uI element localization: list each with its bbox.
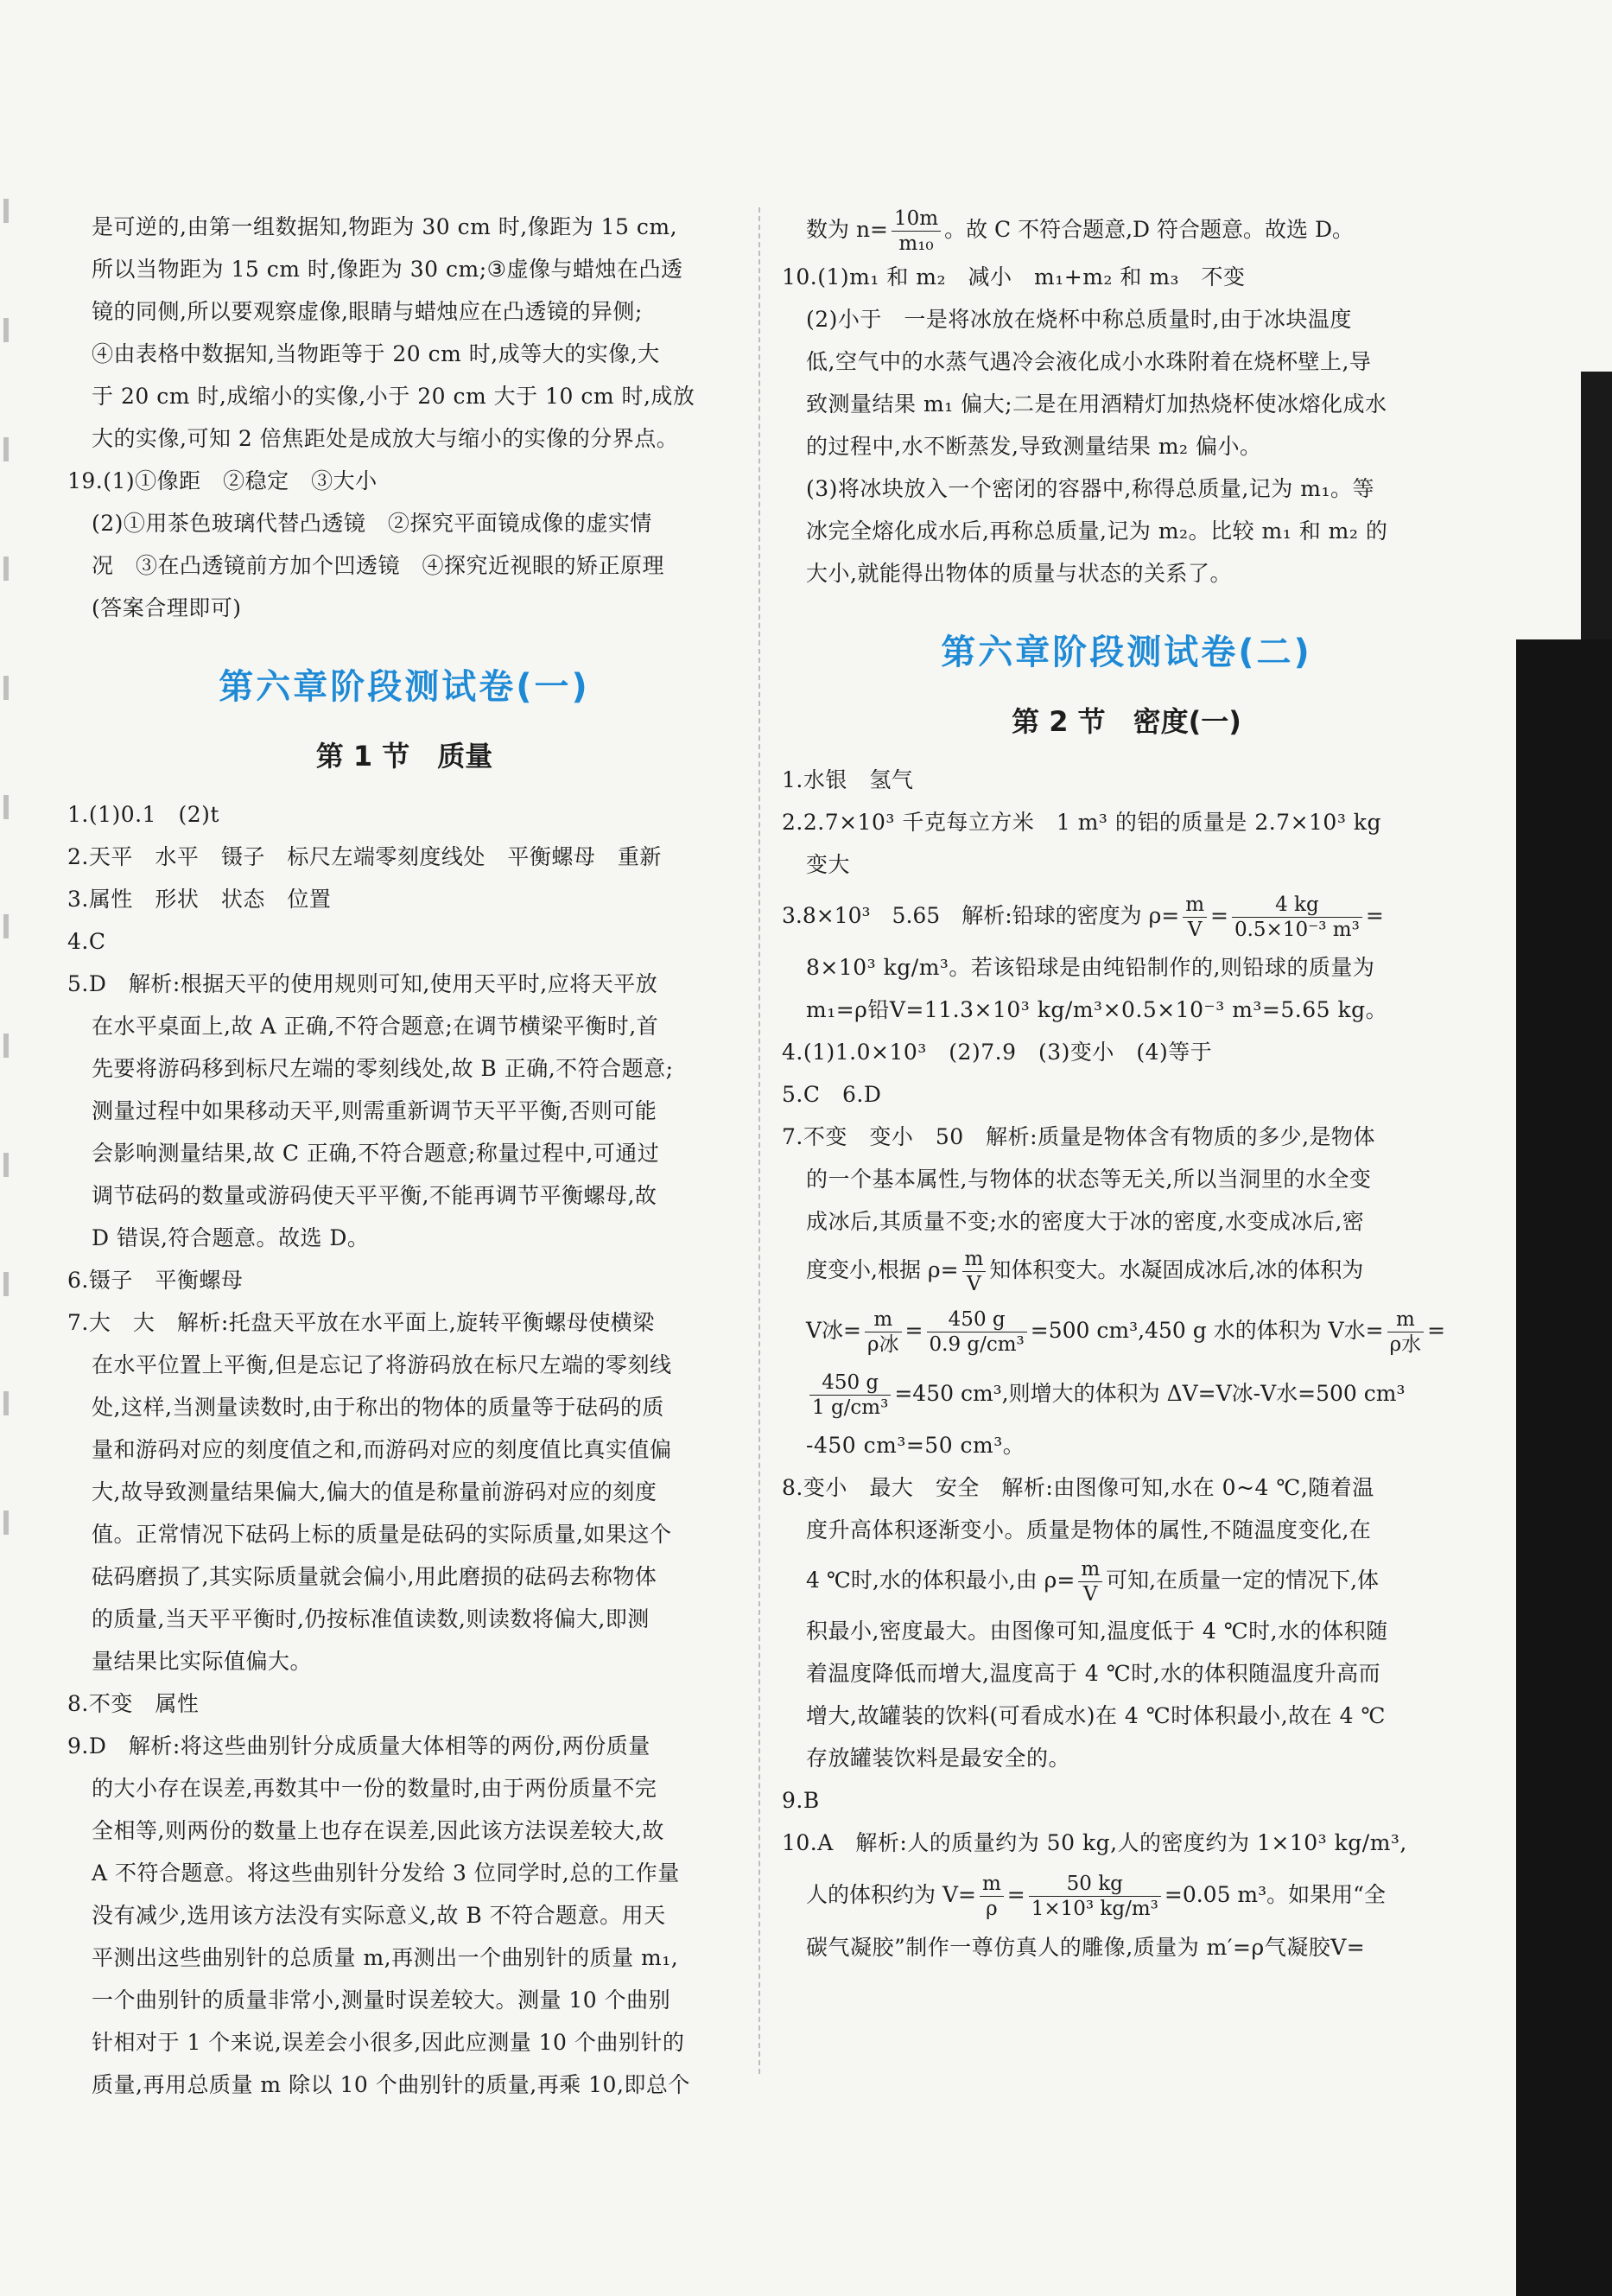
formula-prefix: 人的体积约为 V= — [806, 1882, 976, 1907]
text-line: 大小,就能得出物体的质量与状态的关系了。 — [806, 561, 1232, 586]
fraction — [962, 1247, 987, 1296]
right-column — [782, 206, 1471, 1968]
text-line: 一个曲别针的质量非常小,测量时误差较大。测量 10 个曲别 — [92, 1988, 671, 2013]
text-line: D 错误,符合题意。故选 D。 — [92, 1225, 370, 1250]
fraction-numerator: 50 kg — [1029, 1872, 1161, 1897]
text-line: 在水平桌面上,故 A 正确,不符合题意;在调节横梁平衡时,首 — [92, 1014, 659, 1039]
answer-5-6: 5.C 6.D — [782, 1082, 882, 1107]
text-line: 砝码磨损了,其实际质量就会偏小,用此磨损的砝码去称物体 — [92, 1564, 657, 1589]
answer-5: 5.D 解析:根据天平的使用规则可知,使用天平时,应将天平放 — [67, 971, 658, 996]
text-line: 调节砝码的数量或游码使天平平衡,不能再调节平衡螺母,故 — [92, 1183, 657, 1208]
scan-shadow-top — [1581, 372, 1612, 648]
text-line: 没有减少,选用该方法没有实际意义,故 B 不符合题意。用天 — [92, 1903, 666, 1928]
formula-equals: = — [1006, 1882, 1025, 1907]
fraction-numerator: m — [1078, 1557, 1102, 1582]
text-line: 碳气凝胶”制作一尊仿真人的雕像,质量为 m′=ρ气凝胶V= — [806, 1935, 1366, 1960]
formula-suffix: 。故 C 不符合题意,D 符合题意。故选 D。 — [944, 217, 1355, 242]
formula-prefix: 3.8×10³ 5.65 解析:铅球的密度为 ρ= — [782, 903, 1180, 928]
fraction — [927, 1307, 1027, 1357]
answer-1: 1.水银 氢气 — [782, 767, 914, 792]
formula-prefix: 数为 n= — [806, 217, 888, 242]
section-title: 第 1 节 质量 — [315, 740, 493, 773]
text-line: 的大小存在误差,再数其中一份的数量时,由于两份质量不完 — [92, 1776, 657, 1801]
chapter-title: 第六章阶段测试卷(一) — [219, 667, 590, 707]
fraction-numerator: 10m — [892, 207, 941, 232]
text-line: m₁=ρ铅V=11.3×10³ kg/m³×0.5×10⁻³ m³=5.65 kg。 — [806, 997, 1388, 1022]
text-line: 的一个基本属性,与物体的状态等无关,所以当洞里的水全变 — [806, 1167, 1372, 1192]
fraction-denominator: 1 g/cm³ — [812, 1396, 889, 1419]
fraction-denominator: ρ水 — [1389, 1333, 1422, 1356]
text-line: (2)①用茶色玻璃代替凸透镜 ②探究平面镜成像的虚实情 — [92, 511, 652, 536]
fraction-denominator: V — [1082, 1583, 1098, 1606]
answer-8: 8.不变 属性 — [67, 1691, 200, 1716]
fraction-numerator: 450 g — [809, 1371, 891, 1396]
formula-suffix: =500 cm³,450 g 水的体积为 V水= — [1030, 1318, 1384, 1343]
text-line: -450 cm³=50 cm³。 — [806, 1433, 1025, 1458]
formula-equals: = — [1210, 903, 1228, 928]
answer-19: 19.(1)①像距 ②稳定 ③大小 — [67, 468, 378, 493]
formula-line — [806, 1298, 1471, 1364]
fraction — [865, 1307, 902, 1357]
text-line: 致测量结果 m₁ 偏大;二是在用酒精灯加热烧杯使冰熔化成水 — [806, 391, 1387, 417]
fraction-denominator: 0.5×10⁻³ m³ — [1234, 919, 1360, 941]
text-line: 质量,再用总质量 m 除以 10 个曲别针的质量,再乘 10,即总个 — [92, 2072, 690, 2097]
scan-shadow-edge — [1516, 639, 1612, 2296]
fraction — [1232, 893, 1362, 942]
text-line: 的过程中,水不断蒸发,导致测量结果 m₂ 偏小。 — [806, 434, 1262, 459]
formula-suffix: 知体积变大。水凝固成冰后,冰的体积为 — [989, 1257, 1364, 1282]
formula-end: = — [1427, 1318, 1446, 1343]
text-line: 大的实像,可知 2 倍焦距处是成放大与缩小的实像的分界点。 — [92, 426, 679, 451]
text-line: 全相等,则两份的数量上也存在误差,因此该方法误差较大,故 — [92, 1818, 664, 1843]
text-line: 8×10³ kg/m³。若该铅球是由纯铅制作的,则铅球的质量为 — [806, 955, 1375, 980]
fraction-denominator: V — [967, 1273, 981, 1295]
text-line: 量和游码对应的刻度值之和,而游码对应的刻度值比真实值偏 — [92, 1437, 672, 1462]
binding-marks — [0, 199, 17, 2083]
text-line: 积最小,密度最大。由图像可知,温度低于 4 ℃时,水的体积随 — [806, 1619, 1388, 1644]
formula-line — [806, 1551, 1471, 1610]
fraction — [1387, 1307, 1425, 1357]
formula-equals: = — [904, 1318, 923, 1343]
answer-2: 2.2.7×10³ 千克每立方米 1 m³ 的铝的质量是 2.7×10³ kg — [782, 810, 1381, 835]
column-divider — [758, 207, 760, 2074]
text-line: ④由表格中数据知,当物距等于 20 cm 时,成等大的实像,大 — [92, 341, 660, 366]
text-line: 平测出这些曲别针的总质量 m,再测出一个曲别针的质量 m₁, — [92, 1945, 679, 1970]
formula-prefix: V冰= — [806, 1318, 862, 1343]
fraction-numerator: 4 kg — [1232, 893, 1362, 918]
chapter-title: 第六章阶段测试卷(二) — [941, 633, 1312, 672]
text-line: 所以当物距为 15 cm 时,像距为 30 cm;③虚像与蜡烛在凸透 — [92, 257, 683, 282]
text-line: 增大,故罐装的饮料(可看成水)在 4 ℃时体积最小,故在 4 ℃ — [806, 1703, 1386, 1728]
fraction-denominator: V — [1187, 919, 1203, 941]
formula-line — [806, 1243, 1471, 1298]
text-line: 处,这样,当测量读数时,由于称出的物体的质量等于砝码的质 — [92, 1395, 664, 1420]
fraction-denominator: ρ冰 — [867, 1333, 899, 1356]
formula-prefix: 4 ℃时,水的体积最小,由 ρ= — [806, 1568, 1076, 1593]
formula-suffix: = — [1365, 903, 1384, 928]
fraction-numerator: m — [962, 1247, 987, 1272]
formula-line — [806, 1864, 1471, 1926]
fraction-numerator: m — [980, 1872, 1004, 1897]
fraction-denominator: 1×10³ kg/m³ — [1031, 1898, 1158, 1920]
fraction — [809, 1371, 891, 1420]
text-line: A 不符合题意。将这些曲别针分发给 3 位同学时,总的工作量 — [92, 1860, 680, 1886]
fraction — [1183, 893, 1207, 942]
fraction — [892, 207, 941, 256]
formula-suffix: 可知,在质量一定的情况下,体 — [1106, 1568, 1380, 1593]
text-line: 于 20 cm 时,成缩小的实像,小于 20 cm 大于 10 cm 时,成放 — [92, 384, 695, 409]
text-line: 先要将游码移到标尺左端的零刻线处,故 B 正确,不符合题意; — [92, 1056, 674, 1081]
fraction-denominator: m₁₀ — [898, 232, 934, 255]
text-line: (答案合理即可) — [92, 595, 242, 620]
answer-3: 3.属性 形状 状态 位置 — [67, 887, 332, 912]
answer-7: 7.不变 变小 50 解析:质量是物体含有物质的多少,是物体 — [782, 1124, 1376, 1149]
answer-9: 9.D 解析:将这些曲别针分成质量大体相等的两份,两份质量 — [67, 1733, 651, 1759]
formula-suffix: =0.05 m³。如果用“全 — [1164, 1882, 1386, 1907]
answer-8: 8.变小 最大 安全 解析:由图像可知,水在 0~4 ℃,随着温 — [782, 1475, 1374, 1500]
text-line: 测量过程中如果移动天平,则需重新调节天平平衡,否则可能 — [92, 1098, 657, 1123]
text-line: 针相对于 1 个来说,误差会小很多,因此应测量 10 个曲别针的 — [92, 2030, 685, 2055]
answer-7: 7.大 大 解析:托盘天平放在水平面上,旋转平衡螺母使横梁 — [67, 1310, 655, 1335]
fraction-numerator: 450 g — [927, 1307, 1027, 1332]
text-line: 况 ③在凸透镜前方加个凹透镜 ④探究近视眼的矫正原理 — [92, 553, 665, 578]
fraction-numerator: m — [1387, 1307, 1425, 1332]
fraction-denominator: 0.9 g/cm³ — [929, 1333, 1025, 1356]
fraction — [1078, 1557, 1102, 1606]
text-line: 的质量,当天平平衡时,仍按标准值读数,则读数将偏大,即测 — [92, 1606, 650, 1631]
text-line: 变大 — [806, 852, 851, 877]
text-line: 在水平位置上平衡,但是忘记了将游码放在标尺左端的零刻线 — [92, 1352, 672, 1377]
fraction-numerator: m — [865, 1307, 902, 1332]
text-line: (2)小于 一是将冰放在烧杯中称总质量时,由于冰块温度 — [806, 307, 1352, 332]
text-line: 镜的同侧,所以要观察虚像,眼睛与蜡烛应在凸透镜的异侧; — [92, 299, 643, 324]
fraction — [1029, 1872, 1161, 1921]
text-line: (3)将冰块放入一个密闭的容器中,称得总质量,记为 m₁。等 — [806, 476, 1374, 501]
text-line: 量结果比实际值偏大。 — [92, 1649, 313, 1674]
answer-6: 6.镊子 平衡螺母 — [67, 1268, 244, 1293]
text-line: 大,故导致测量结果偏大,偏大的值是称量前游码对应的刻度 — [92, 1479, 657, 1504]
formula-line — [806, 1364, 1471, 1424]
text-line: 存放罐装饮料是最安全的。 — [806, 1746, 1071, 1771]
formula-line — [782, 206, 1471, 256]
text-line: 低,空气中的水蒸气遇冷会液化成小水珠附着在烧杯壁上,导 — [806, 349, 1372, 374]
text-line: 度升高体积逐渐变小。质量是物体的属性,不随温度变化,在 — [806, 1517, 1372, 1542]
fraction-numerator: m — [1183, 893, 1207, 918]
answer-4: 4.C — [67, 929, 106, 954]
text-line: 会影响测量结果,故 C 正确,不符合题意;称量过程中,可通过 — [92, 1141, 660, 1166]
formula-suffix: =450 cm³,则增大的体积为 ΔV=V冰-V水=500 cm³ — [894, 1381, 1406, 1406]
fraction — [980, 1872, 1004, 1921]
text-line: 值。正常情况下砝码上标的质量是砝码的实际质量,如果这个 — [92, 1522, 672, 1547]
answer-3 — [782, 886, 1471, 946]
section-title: 第 2 节 密度(一) — [1012, 705, 1241, 738]
answer-2: 2.天平 水平 镊子 标尺左端零刻度线处 平衡螺母 重新 — [67, 844, 662, 869]
fraction-denominator: ρ — [986, 1898, 998, 1920]
answer-9: 9.B — [782, 1788, 820, 1813]
answer-4: 4.(1)1.0×10³ (2)7.9 (3)变小 (4)等于 — [782, 1040, 1213, 1065]
left-column — [67, 206, 741, 2106]
formula-prefix: 度变小,根据 ρ= — [806, 1257, 959, 1282]
text-line: 是可逆的,由第一组数据知,物距为 30 cm 时,像距为 15 cm, — [92, 214, 678, 239]
answer-10: 10.A 解析:人的质量约为 50 kg,人的密度约为 1×10³ kg/m³, — [782, 1830, 1407, 1855]
answer-1: 1.(1)0.1 (2)t — [67, 802, 219, 827]
text-line: 成冰后,其质量不变;水的密度大于冰的密度,水变成冰后,密 — [806, 1209, 1365, 1234]
answer-10: 10.(1)m₁ 和 m₂ 减小 m₁+m₂ 和 m₃ 不变 — [782, 264, 1246, 289]
text-line: 冰完全熔化成水后,再称总质量,记为 m₂。比较 m₁ 和 m₂ 的 — [806, 518, 1388, 544]
text-line: 着温度降低而增大,温度高于 4 ℃时,水的体积随温度升高而 — [806, 1661, 1381, 1686]
